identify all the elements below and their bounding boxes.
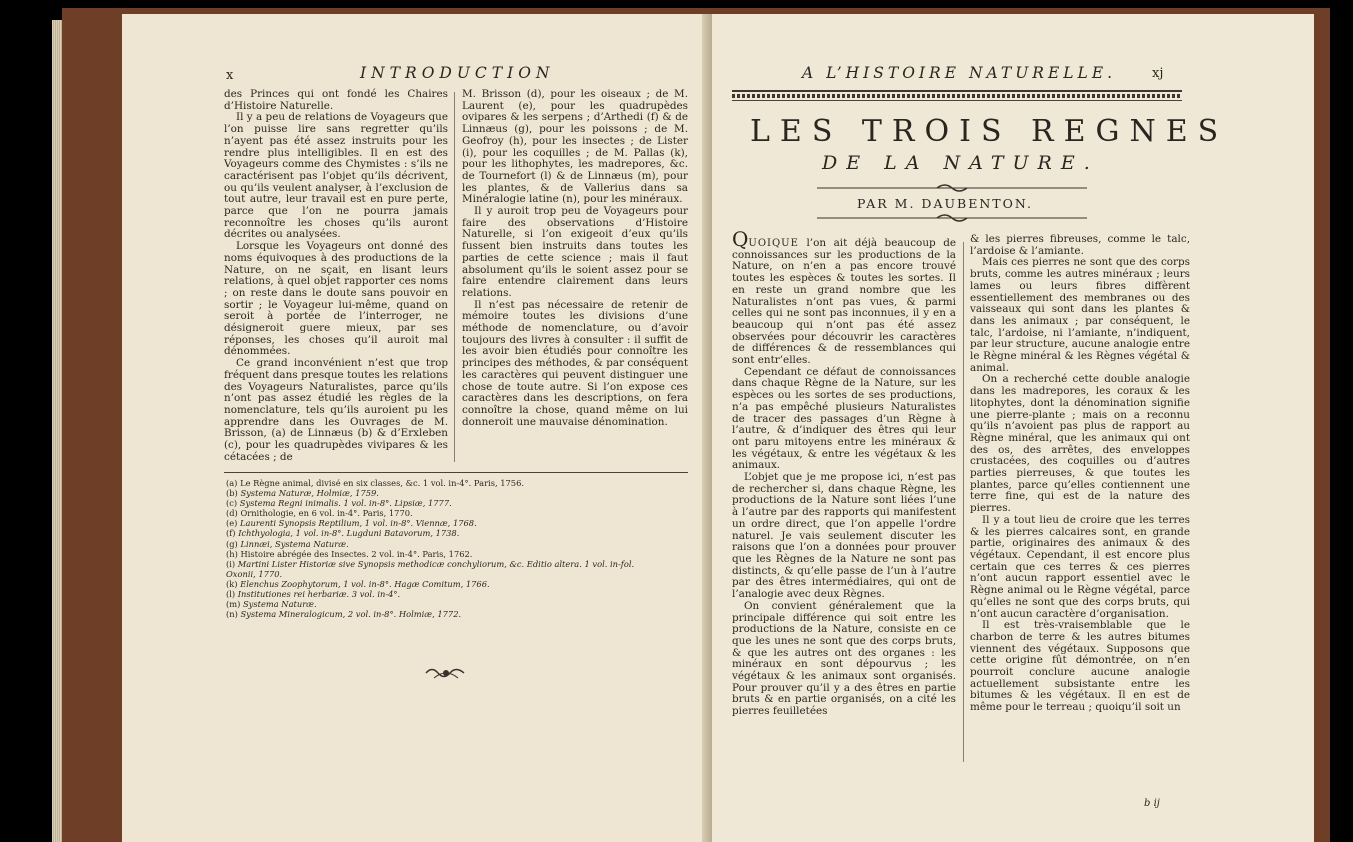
footnote: Oxonii, 1770. [226,568,283,579]
right-column-2 [970,234,1190,714]
footnote: (a) Le Règne animal, divisé en six classes, &c. 1 vol. in-4°. Paris, 1756. [226,478,524,488]
footnote: (m) Systema Naturæ. [226,599,317,610]
footnote: (k) Elenchus Zoophytorum, 1 vol. in-8°. Hagæ Comitum, 1766. [226,578,490,589]
drop-cap: Q [732,227,749,251]
paragraph: des Princes qui ont fondé les Chaires d’Histoire Naturelle. [224,88,448,112]
divider-ornament-icon [817,182,1087,194]
left-column-1 [224,89,448,464]
column-divider [963,242,964,762]
chapter-subtitle: DE LA NATURE. [822,152,1099,174]
right-column-1 [732,227,956,718]
divider-ornament-icon [817,212,1087,224]
paragraph: L’objet que je me propose ici, n’est pas de rechercher si, dans chaque Règne, les productions de la Nature sont liées l’une à l’autre par des rapports qui manifestent un ordre direct, que l’on appelle l’ordre naturel. Je vais seulement discuter les raisons que l’on a données pour prouver que les Règnes de la Nature ne sont pas distincts, & qu’elle passe de l’un à l’autre par des êtres intermédiaires, qui ont de l’analogie avec deux Règnes. [732,471,956,601]
paragraph: On convient généralement que la principale différence qui soit entre les productions de la Nature, consiste en ce que les unes ne sont que des corps bruts, & que les autres ont des organes : les minéraux en sont dépourvus ; les végétaux & les animaux sont organisés. Pour prouver qu’il y a des êtres en partie bruts & en partie organisés, on a cité les pierres feuilletées [732,599,956,718]
page-edges [52,20,62,842]
footnote: (h) Histoire abrégée des Insectes. 2 vol. in-4°. Paris, 1762. [226,548,473,559]
paragraph: Mais ces pierres ne sont que des corps bruts, comme les autres minéraux ; leurs lames ou leurs fibres diffèrent essentiellement des membranes ou des vaisseaux qui sont dans les plantes & dans les animaux ; par conséquent, le talc, l’ardoise, ni l’amiante, n’indiquent, par leur structure, aucune analogie entre le Règne minéral & les Règnes végétal & animal. [970,256,1190,374]
footnote: (e) Laurenti Synopsis Reptilium, 1 vol. in-8°. Viennæ, 1768. [226,518,477,529]
paragraph: Il est très-vraisemblable que le charbon de terre & les autres bitumes viennent des végétaux. Supposons que cette origine fût démontrée, on n’en pourroit conclure aucune analogie actuellement subsistante entre les bitumes & les végétaux. Il en est de même pour le terreau ; quoiqu’il soit un [970,619,1190,714]
left-page-number: x [226,68,234,83]
right-running-head: A L’HISTOIRE NATURELLE. [802,64,1117,82]
paragraph: Il y auroit trop peu de Voyageurs pour faire des observations d’Histoire Naturelle, si l’on exigeoit d’eux qu’ils fussent bien instruits dans toutes les parties de cette science ; mais il faut absolument qu’ils le soient assez pour se faire entendre clairement dans leurs relations. [462,205,688,299]
footnote: (c) Systema Regni inimalis. 1 vol. in-8°. Lipsiæ, 1777. [226,498,452,509]
footnote: (l) Institutiones rei herbariæ. 3 vol. in-4°. [226,589,401,600]
fleuron-ornament-icon [424,664,468,682]
paragraph: M. Brisson (d), pour les oiseaux ; de M. Laurent (e), pour les quadrupèdes ovipares & les serpens ; d’Arthedi (f) & de Linnæus (g), pour les poissons ; de M. Geofroy (h), pour les insectes ; de Lister (i), pour les coquilles ; de M. Pallas (k), pour les lithophytes, les madrepores, &c. de Tournefort (l) & de Linnæus (m), pour les plantes, & de Vallerius dans sa Minéralogie latine (n), pour les minéraux. [462,88,688,206]
left-column-2 [462,89,688,428]
footnote: (g) Linnæi, Systema Naturæ. [226,538,349,549]
footnote: (n) Systema Mineralogicum, 2 vol. in-8°. Holmiæ, 1772. [226,609,462,620]
paragraph: Cependant ce défaut de connoissances dans chaque Règne de la Nature, sur les espèces ou les sortes de ses productions, n’a pas empêché plusieurs Naturalistes de tracer des passages d’un Règne à l’autre, & d’indiquer des êtres qui leur ont paru mitoyens entre les minéraux & les végétaux, & entre les végétaux & les animaux. [732,365,956,472]
paragraph: & les pierres fibreuses, comme le talc, l’ardoise & l’amiante. [970,233,1190,257]
footnotes [226,478,688,619]
column-divider [454,92,455,462]
paragraph: On a recherché cette double analogie dans les madrepores, les coraux & les litophytes, dont la dénomination signifie une pierre-plante ; mais on a reconnu qu’ils n’avoient pas plus de rapport au Règne minéral, que les animaux qui ont des os, des arrêtes, des enveloppes crustacées, des coquilles ou d’autres parties pierreuses, & que toutes les plantes, parce qu’elles contiennent une terre fine, qui est de la nature des pierres. [970,373,1190,515]
paragraph: QUOIQUE l’on ait déjà beaucoup de connoissances sur les productions de la Nature, on n’en a pas encore trouvé toutes les espèces & toutes les sortes. Il en reste un grand nombre que les Naturalistes n’ont pas vues, & parmi celles qui ne sont pas inconnues, il y en a beaucoup qui n’ont pas été assez observées pour découvrir les caractères de différences & de ressemblances qui sont entr’elles. [732,227,956,367]
paragraph: Ce grand inconvénient n’est que trop fréquent dans presque toutes les relations des Voyageurs Naturalistes, parce qu’ils n’ont pas assez étudié les règles de la nomenclature, tels qu’ils auroient pu les apprendre dans les Ouvrages de M. Brisson, (a) de Linnæus (b) & d’Erxleben (c), pour les quadrupèdes vivipares & les cétacées ; de [224,357,448,463]
paragraph: Il n’est pas nécessaire de retenir de mémoire toutes les divisions d’une méthode de nomenclature, ou d’avoir toujours des livres à consulter : il suffit de les avoir bien étudiés pour connoître les principes des méthodes, & par conséquent les caractères qui peuvent distinguer une chose de toute autre. Si l’on expose ces caractères dans les descriptions, on fera connoître la chose, quand même on lui donneroit une mauvaise dénomination. [462,298,688,428]
ornament-band [732,94,1182,98]
chapter-title: LES TROIS REGNES [750,114,1229,149]
footnote: (b) Systema Naturæ, Holmiæ, 1759. [226,488,379,499]
header-rule [732,90,1182,92]
first-word: UOIQUE [748,238,799,249]
paragraph: Lorsque les Voyageurs ont donné des noms équivoques à des productions de la Nature, on ne sçait, en lisant leurs relations, à quel objet rapporter ces noms ; on reste dans le doute sans pouvoir en sortir ; le Voyageur lui-même, quand on seroit à portée de l’interroger, ne désigneroit guere mieux, par ses réponses, les choses qu’il auroit mal dénommées. [224,240,448,358]
footnote: (d) Ornithologie, en 6 vol. in-4°. Paris, 1770. [226,508,413,519]
header-rule [732,100,1182,101]
right-page-number: xj [1152,66,1164,81]
paragraph: Il y a tout lieu de croire que les terres & les pierres calcaires sont, en grande partie, originaires des animaux & des végétaux. Cependant, il est encore plus certain que ces terres & ces pierres n’ont aucun rapport essentiel avec le Règne animal ou le Règne végétal, parce qu’elles ne sont que des corps bruts, qui n’ont aucun caractère d’organisation. [970,513,1190,620]
left-page [122,14,712,842]
footnote-rule [224,472,688,473]
author-line: PAR M. DAUBENTON. [857,196,1033,211]
left-running-head: INTRODUCTION [360,64,555,82]
right-page [712,14,1314,842]
footnote: (i) Martini Lister Historiæ sive Synopsis methodicæ conchyliorum, &c. Editio altera. 1 vol. in-fol. [226,558,635,569]
paragraph: Il y a peu de relations de Voyageurs que l’on puisse lire sans regretter qu’ils n’ayent pas été assez instruits pour les rendre plus intelligibles. Il en est des Voyageurs comme des Chymistes : s’ils ne caractérisent pas l’objet qu’ils décrivent, ou qu’ils veulent analyser, à l’exclusion de tout autre, leur travail est en pure perte, parce que l’on ne pourra jamais reconnoître les choses qu’ils auront décrites ou analysées. [224,111,448,241]
footnote: (f) Ichthyologia, 1 vol. in-8°. Lugduni Batavorum, 1738. [226,528,460,539]
signature-mark: b ij [1144,798,1160,809]
